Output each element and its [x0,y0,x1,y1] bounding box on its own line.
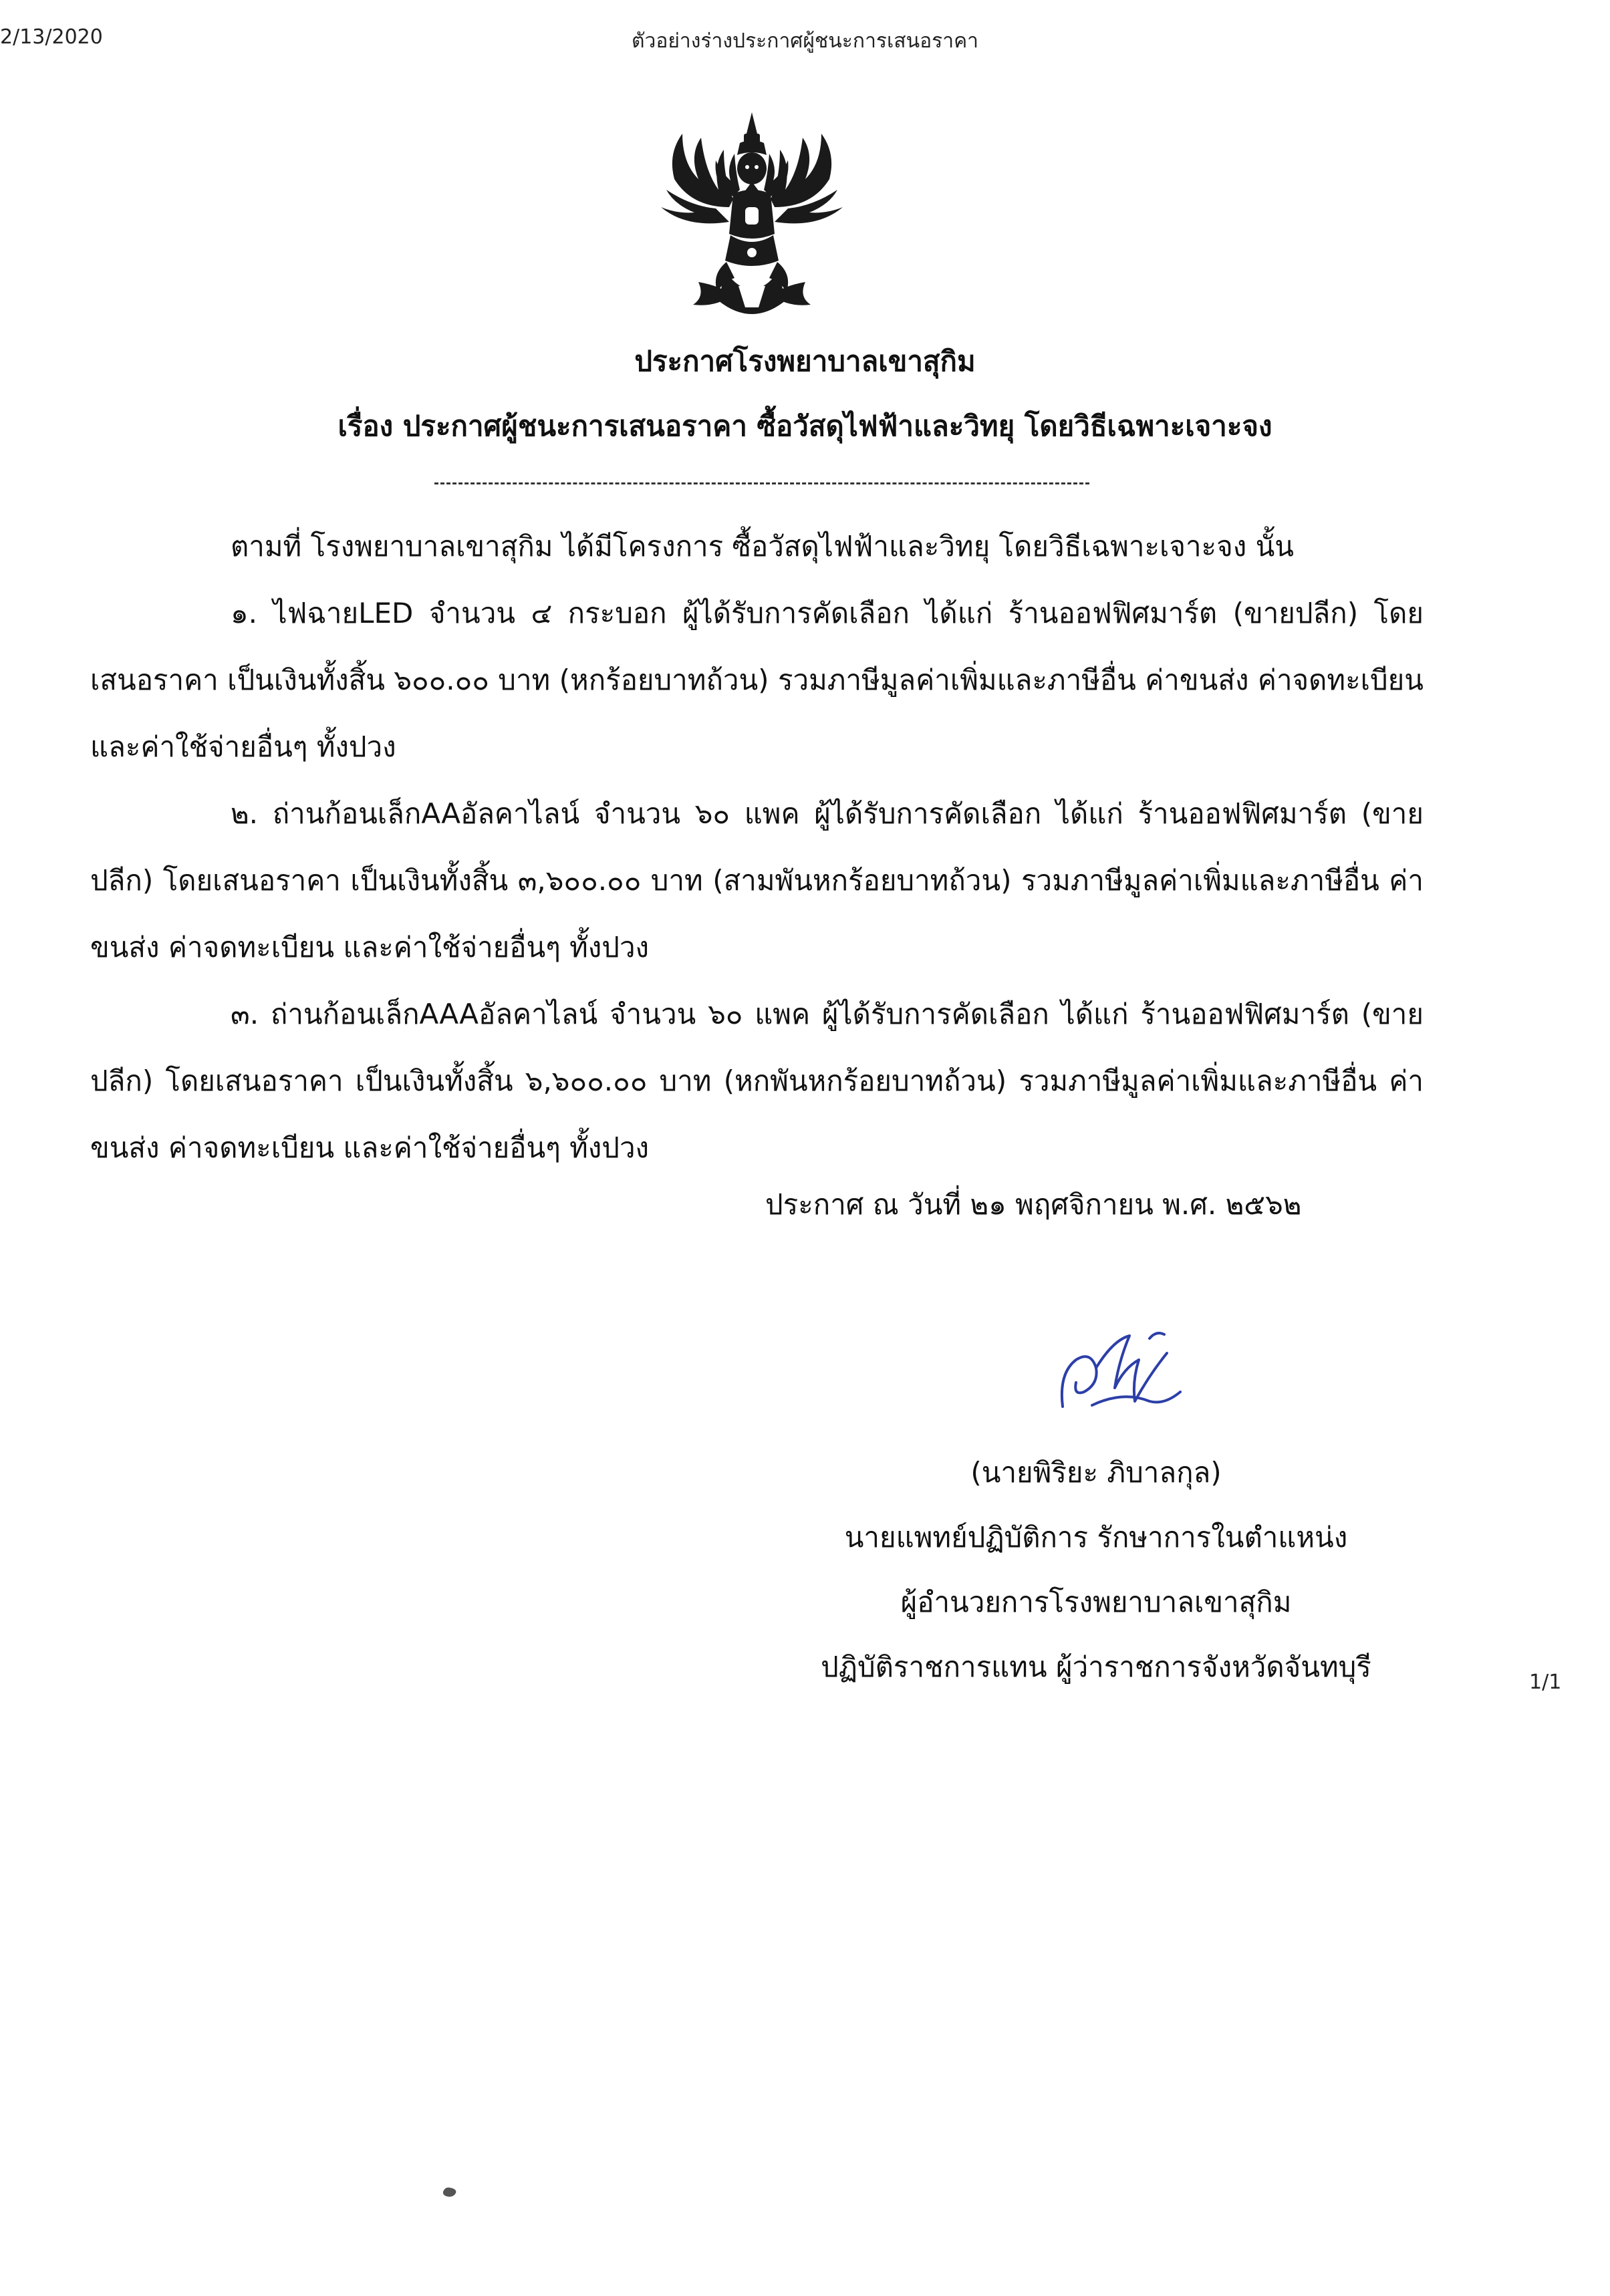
handwritten-signature-icon [1049,1326,1190,1420]
award-item-2: ๒. ถ่านก้อนเล็กAAอัลคาไลน์ จำนวน ๖๐ แพค ผู้ได้รับการคัดเลือก ได้แก่ ร้านออฟฟิศมาร์ต (ขายปลีก) โดยเสนอราคา เป็นเงินทั้งสิ้น ๓,๖๐๐.๐๐ บาท (สามพันหกร้อยบาทถ้วน) รวมภาษีมูลค่าเพิ่มและภาษีอื่น ค่าขนส่ง ค่าจดทะเบียน และค่าใช้จ่ายอื่นๆ ทั้งปวง [90,797,1424,964]
title-divider [434,482,1089,484]
award-item-3: ๓. ถ่านก้อนเล็กAAAอัลคาไลน์ จำนวน ๖๐ แพค ผู้ได้รับการคัดเลือก ได้แก่ ร้านออฟฟิศมาร์ต (ขายปลีก) โดยเสนอราคา เป็นเงินทั้งสิ้น ๖,๖๐๐.๐๐ บาท (หกพันหกร้อยบาทถ้วน) รวมภาษีมูลค่าเพิ่มและภาษีอื่น ค่าขนส่ง ค่าจดทะเบียน และค่าใช้จ่ายอื่นๆ ทั้งปวง [90,998,1424,1164]
announcement-title: ประกาศโรงพยาบาลเขาสุกิม [634,345,976,378]
announcement-date: ประกาศ ณ วันที่ ๒๑ พฤศจิกายน พ.ศ. ๒๕๖๒ [765,1188,1302,1221]
signatory-position-1: นายแพทย์ปฏิบัติการ รักษาการในตำแหน่ง [844,1521,1348,1554]
announcement-subject: เรื่อง ประกาศผู้ชนะการเสนอราคา ซื้อวัสดุไฟฟ้าและวิทยุ โดยวิธีเฉพาะเจาะจง [338,410,1272,442]
signatory-block [769,1440,1424,1699]
award-item-1: ๑. ไฟฉายLED จำนวน ๔ กระบอก ผู้ได้รับการคัดเลือก ได้แก่ ร้านออฟฟิศมาร์ต (ขายปลีก) โดยเสนอราคา เป็นเงินทั้งสิ้น ๖๐๐.๐๐ บาท (หกร้อยบาทถ้วน) รวมภาษีมูลค่าเพิ่มและภาษีอื่น ค่าขนส่ง ค่าจดทะเบียน และค่าใช้จ่ายอื่นๆ ทั้งปวง [90,597,1424,763]
page-number: 1/1 [1529,1671,1562,1694]
garuda-emblem-icon [652,107,852,327]
announcement-body [90,513,1424,1181]
signatory-position-2: ผู้อำนวยการโรงพยาบาลเขาสุกิม [900,1586,1292,1618]
signatory-position-3: ปฏิบัติราชการแทน ผู้ว่าราชการจังหวัดจันทบุรี [821,1651,1371,1683]
intro-paragraph: ตามที่ โรงพยาบาลเขาสุกิม ได้มีโครงการ ซื้อวัสดุไฟฟ้าและวิทยุ โดยวิธีเฉพาะเจาะจง นั้น [231,530,1294,563]
print-header-title: ตัวอย่างร่างประกาศผู้ชนะการเสนอราคา [632,29,978,53]
scan-speck-icon [441,2185,458,2198]
print-date: 2/13/2020 [0,25,103,49]
signatory-name: (นายพิริยะ ภิบาลกุล) [970,1456,1222,1489]
